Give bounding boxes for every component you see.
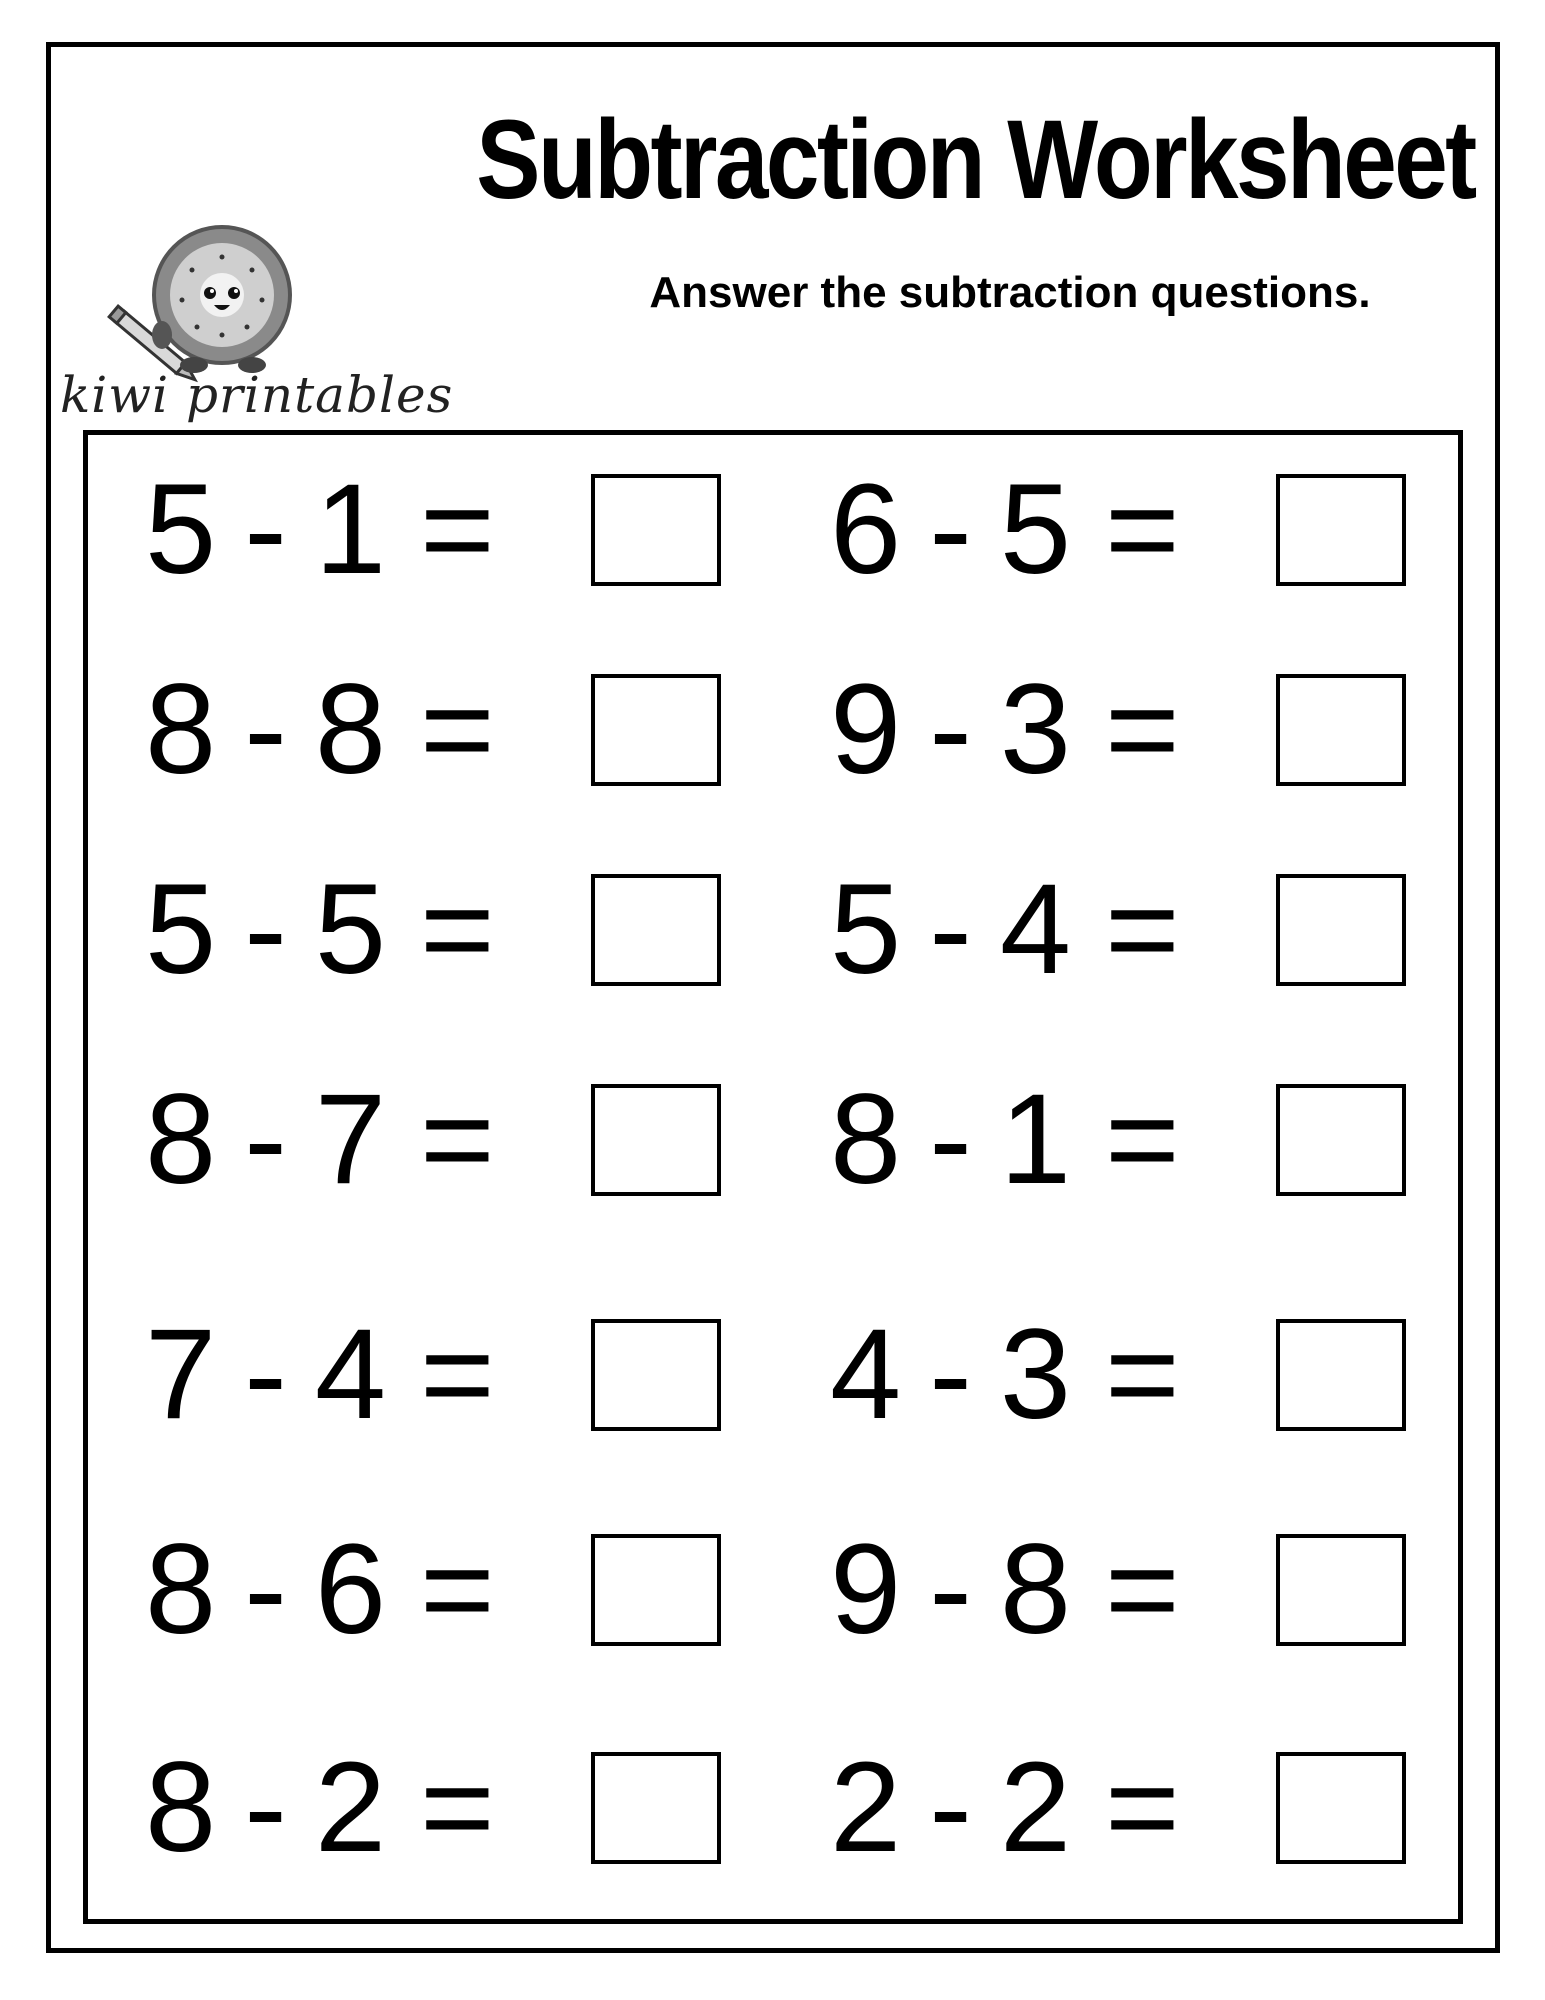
subtrahend: 1 <box>314 458 386 601</box>
equals-sign: = <box>420 658 495 801</box>
answer-box[interactable] <box>1276 674 1406 786</box>
minuend: 8 <box>145 658 217 801</box>
problem-expression <box>830 858 1250 1001</box>
equals-sign: = <box>420 458 495 601</box>
subtrahend: 2 <box>314 1736 386 1879</box>
minus-sign: - <box>929 658 972 801</box>
minuend: 8 <box>145 1518 217 1661</box>
answer-box[interactable] <box>1276 1534 1406 1646</box>
answer-box[interactable] <box>1276 1084 1406 1196</box>
worksheet-title: Subtraction Worksheet <box>476 97 1475 222</box>
problem-expression <box>145 1736 565 1879</box>
subtraction-problem <box>145 1068 705 1211</box>
minus-sign: - <box>244 1736 287 1879</box>
equals-sign: = <box>420 1303 495 1446</box>
problem-expression <box>830 658 1250 801</box>
answer-box[interactable] <box>591 674 721 786</box>
answer-box[interactable] <box>1276 1752 1406 1864</box>
minuend: 5 <box>145 858 217 1001</box>
minus-sign: - <box>929 1736 972 1879</box>
answer-box[interactable] <box>591 1534 721 1646</box>
logo-text: kiwi printables <box>60 366 454 424</box>
subtrahend: 5 <box>999 458 1071 601</box>
answer-box[interactable] <box>1276 1319 1406 1431</box>
equals-sign: = <box>420 1068 495 1211</box>
problem-expression <box>830 1518 1250 1661</box>
problem-expression <box>145 1068 565 1211</box>
subtrahend: 7 <box>314 1068 386 1211</box>
answer-box[interactable] <box>591 874 721 986</box>
minuend: 8 <box>145 1736 217 1879</box>
equals-sign: = <box>1105 458 1180 601</box>
equals-sign: = <box>1105 1068 1180 1211</box>
subtraction-problem <box>830 858 1390 1001</box>
minus-sign: - <box>244 858 287 1001</box>
equals-sign: = <box>1105 858 1180 1001</box>
problem-expression <box>145 1303 565 1446</box>
subtrahend: 5 <box>314 858 386 1001</box>
problem-expression <box>145 658 565 801</box>
subtraction-problem <box>145 458 705 601</box>
equals-sign: = <box>1105 1518 1180 1661</box>
equals-sign: = <box>1105 1303 1180 1446</box>
answer-box[interactable] <box>1276 474 1406 586</box>
minus-sign: - <box>244 658 287 801</box>
subtrahend: 6 <box>314 1518 386 1661</box>
minuend: 5 <box>145 458 217 601</box>
answer-box[interactable] <box>591 474 721 586</box>
subtraction-problem <box>830 458 1390 601</box>
problem-expression <box>830 1303 1250 1446</box>
subtrahend: 1 <box>999 1068 1071 1211</box>
subtraction-problem <box>830 1068 1390 1211</box>
minuend: 9 <box>830 1518 902 1661</box>
answer-box[interactable] <box>1276 874 1406 986</box>
problem-expression <box>830 458 1250 601</box>
problem-expression <box>830 1068 1250 1211</box>
subtraction-problem <box>145 658 705 801</box>
minuend: 8 <box>145 1068 217 1211</box>
minuend: 4 <box>830 1303 902 1446</box>
subtraction-problem <box>830 658 1390 801</box>
subtraction-problem <box>145 858 705 1001</box>
minus-sign: - <box>244 1518 287 1661</box>
subtrahend: 3 <box>999 1303 1071 1446</box>
equals-sign: = <box>1105 658 1180 801</box>
subtrahend: 8 <box>999 1518 1071 1661</box>
problem-expression <box>145 458 565 601</box>
minus-sign: - <box>244 1303 287 1446</box>
minuend: 7 <box>145 1303 217 1446</box>
equals-sign: = <box>420 858 495 1001</box>
minus-sign: - <box>929 1518 972 1661</box>
minuend: 5 <box>830 858 902 1001</box>
minuend: 2 <box>830 1736 902 1879</box>
subtraction-problem <box>830 1518 1390 1661</box>
answer-box[interactable] <box>591 1319 721 1431</box>
kiwi-printables-logo <box>52 225 454 455</box>
equals-sign: = <box>1105 1736 1180 1879</box>
subtraction-problem <box>830 1736 1390 1879</box>
subtrahend: 3 <box>999 658 1071 801</box>
minus-sign: - <box>244 458 287 601</box>
minus-sign: - <box>929 458 972 601</box>
subtrahend: 8 <box>314 658 386 801</box>
subtraction-problem <box>830 1303 1390 1446</box>
subtrahend: 4 <box>999 858 1071 1001</box>
subtrahend: 4 <box>314 1303 386 1446</box>
problem-expression <box>145 858 565 1001</box>
equals-sign: = <box>420 1518 495 1661</box>
minus-sign: - <box>244 1068 287 1211</box>
subtraction-problem <box>145 1736 705 1879</box>
minus-sign: - <box>929 858 972 1001</box>
problem-expression <box>830 1736 1250 1879</box>
answer-box[interactable] <box>591 1084 721 1196</box>
minus-sign: - <box>929 1068 972 1211</box>
minus-sign: - <box>929 1303 972 1446</box>
problem-expression <box>145 1518 565 1661</box>
answer-box[interactable] <box>591 1752 721 1864</box>
minuend: 9 <box>830 658 902 801</box>
minuend: 6 <box>830 458 902 601</box>
subtrahend: 2 <box>999 1736 1071 1879</box>
minuend: 8 <box>830 1068 902 1211</box>
equals-sign: = <box>420 1736 495 1879</box>
subtraction-problem <box>145 1518 705 1661</box>
subtraction-problem <box>145 1303 705 1446</box>
worksheet-instructions: Answer the subtraction questions. <box>649 268 1371 317</box>
kiwi-mascot-icon <box>52 225 352 385</box>
